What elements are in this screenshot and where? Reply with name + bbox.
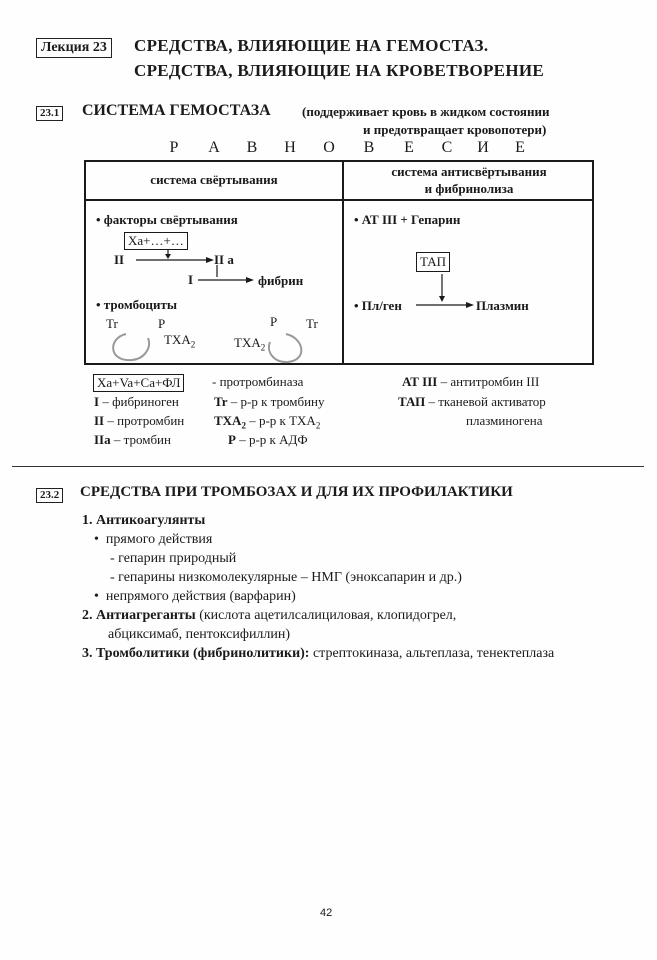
section-number-23-2: 23.2 xyxy=(36,488,63,503)
item-antiplatelet: 2. Антиагреганты (кислота ацетилсалициловая, клопидогрел, xyxy=(82,608,457,623)
section-title-thrombosis: СРЕДСТВА ПРИ ТРОМБОЗАХ И ДЛЯ ИХ ПРОФИЛАКТИКИ xyxy=(80,484,513,500)
p-receptor-right: P xyxy=(270,314,278,329)
item-natural-heparin: - гепарин природный xyxy=(110,551,237,566)
item-indirect-action: • непрямого действия (варфарин) xyxy=(94,589,296,604)
factor-i: I xyxy=(188,272,194,287)
item-direct-action: • прямого действия xyxy=(94,532,213,547)
platelets-label: • тромбоциты xyxy=(96,297,178,312)
item-antiplatelet-line2: абциксимаб, пентоксифиллин) xyxy=(108,627,291,642)
balance-letter: С xyxy=(441,139,453,156)
balance-letter: И xyxy=(477,139,489,156)
tr-receptor-left: Tr xyxy=(106,316,118,331)
legend-ii: II – протромбин xyxy=(94,413,185,428)
legend-tap: ТАП – тканевой активатор xyxy=(398,394,546,409)
balance-letter: Н xyxy=(284,139,296,156)
column-head-anticoagulation-line1: система антисвёртывания xyxy=(391,164,547,179)
prothrombinase-text: - протромбиназа xyxy=(212,374,304,389)
section-title-hemostasis: СИСТЕМА ГЕМОСТАЗА xyxy=(82,102,271,119)
balance-letter: О xyxy=(323,139,335,156)
fibrin-label: фибрин xyxy=(258,273,304,288)
legend-iia: IIa – тромбин xyxy=(94,432,171,447)
column-head-coagulation: система свёртывания xyxy=(150,172,278,187)
item-lmwh: - гепарины низкомолекулярные – НМГ (эноксапарин и др.) xyxy=(110,570,462,585)
legend-at: АТ III – антитромбин III xyxy=(402,374,540,389)
plg-to-plasmin-arrowhead xyxy=(466,302,474,308)
section-note-line1: (поддерживает кровь в жидком состоянии xyxy=(302,104,550,119)
balance-letter: Е xyxy=(404,139,414,156)
section-number-23-1: 23.1 xyxy=(36,106,63,121)
factor-iia: II a xyxy=(214,252,234,267)
balance-letter: Р xyxy=(169,139,179,156)
section-divider xyxy=(12,466,644,467)
page-title-line2: СРЕДСТВА, ВЛИЯЮЩИЕ НА КРОВЕТВОРЕНИЕ xyxy=(134,61,545,80)
factor-ii: II xyxy=(114,252,125,267)
legend-i: I – фибриноген xyxy=(94,394,179,409)
page-title-line1: СРЕДСТВА, ВЛИЯЮЩИЕ НА ГЕМОСТАЗ. xyxy=(134,36,489,55)
hemostasis-table xyxy=(84,160,594,365)
tap-box: ТАП xyxy=(416,252,450,272)
balance-letter: В xyxy=(363,139,375,156)
tr-receptor-right: Tr xyxy=(306,316,318,331)
balance-letter: А xyxy=(208,139,220,156)
plasminogen-label: • Пл/ген xyxy=(354,298,402,313)
factor-box: Xa+…+… xyxy=(124,232,188,250)
txa2-left: $TXA_2$ xyxy=(164,332,196,350)
txa2-right: $TXA_2$ xyxy=(234,335,266,353)
item-anticoagulants: 1. Антикоагулянты xyxy=(82,513,206,528)
legend-p: P – р-р к АДФ xyxy=(228,432,308,447)
legend-tap-line2: плазминогена xyxy=(466,413,543,428)
legend-tr: Tr – р-р к тромбину xyxy=(214,394,325,409)
fibrinolysis-arrows xyxy=(86,162,596,362)
legend-txa2: $TXA_2 - р-р$ к $TXA_2$ xyxy=(214,413,321,431)
p-receptor-left: P xyxy=(158,316,166,331)
column-head-anticoagulation-line2: и фибринолиза xyxy=(424,181,514,196)
tap-down-arrowhead xyxy=(439,296,445,302)
prothrombinase-box: Xa+Va+Ca+ФЛ xyxy=(93,374,184,392)
plasmin-label: Плазмин xyxy=(476,298,529,313)
at-heparin-label: • АТ III + Гепарин xyxy=(354,212,461,227)
balance-letter: В xyxy=(246,139,258,156)
lecture-label: Лекция 23 xyxy=(36,38,112,58)
section-note-line2: и предотвращает кровопотери) xyxy=(363,122,547,137)
page-number: 42 xyxy=(320,907,333,919)
coag-factors-label: • факторы свёртывания xyxy=(96,212,238,227)
balance-letter: Е xyxy=(515,139,525,156)
item-thrombolytics: 3. Тромболитики (фибринолитики): стрептокиназа, альтеплаза, тенектеплаза xyxy=(82,646,555,661)
